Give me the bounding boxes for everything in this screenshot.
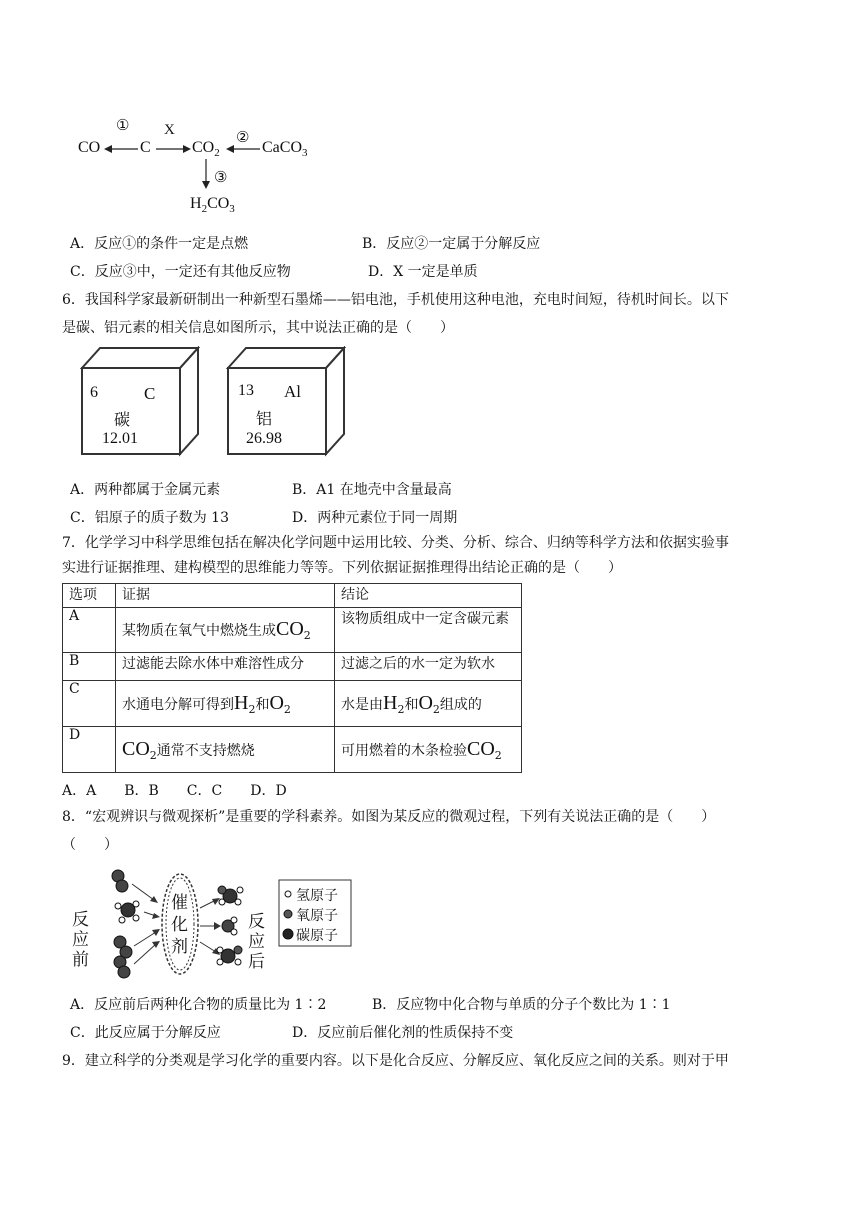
reactant-molecule — [114, 936, 132, 958]
product-molecule — [217, 946, 242, 965]
table-row — [63, 681, 522, 727]
carbon-atomic-number: 6 — [90, 384, 98, 401]
aluminum-cube-outline — [226, 346, 346, 458]
row-evidence: $CO_2$通常不支持燃烧 — [116, 727, 335, 773]
row-option: A — [63, 608, 116, 653]
carbon-cube-outline — [80, 346, 200, 458]
caco3-label: CaCO$_3$ — [262, 139, 308, 159]
q6-stem-line2: 是碳、铝元素的相关信息如图所示，其中说法正确的是（ ） — [62, 320, 454, 336]
carbon-name: 碳 — [114, 410, 131, 429]
q8-stem-line1: 8．“宏观辨识与微观探析”是重要的学科素养。如图为某反应的微观过程，下列有关说法正确的是（ ） — [62, 809, 716, 825]
q6-stem-line1: 6．我国科学家最新研制出一种新型石墨烯——铝电池，手机使用这种电池，充电时间短，待机时间长。以下 — [62, 292, 729, 308]
row-option: B — [63, 653, 116, 681]
x-label: X — [164, 122, 175, 138]
aluminum-element-card — [226, 346, 346, 458]
table-row — [63, 653, 522, 681]
row-conclusion: 可用燃着的木条检验$CO_2$ — [335, 727, 522, 773]
q8-stem-line2: （ ） — [62, 837, 118, 853]
aluminum-name: 铝 — [256, 409, 273, 428]
header-evidence: 证据 — [116, 584, 335, 608]
row-evidence: 水通电分解可得到$H_2$和$O_2$ — [116, 681, 335, 727]
q6-option-c: C．铝原子的质子数为 13 — [70, 510, 229, 526]
q8-option-c: C．此反应属于分解反应 — [70, 1025, 221, 1041]
table-header-row — [63, 584, 522, 608]
q8-option-a: A．反应前后两种化合物的质量比为 1∶2 — [70, 997, 327, 1013]
table-row — [63, 608, 522, 653]
product-molecule — [222, 917, 237, 935]
reactant-molecule — [114, 956, 130, 978]
q9-stem-line1: 9．建立科学的分类观是学习化学的重要内容。以下是化合反应、分解反应、氧化反应之间的关系。则对于甲 — [62, 1053, 729, 1069]
q5-option-b: B．反应②一定属于分解反应 — [362, 236, 541, 252]
after-label: 反应后 — [248, 912, 265, 972]
q6-option-d: D．两种元素位于同一周期 — [292, 510, 458, 526]
carbon-symbol: C — [144, 384, 156, 403]
product-molecule — [218, 886, 243, 905]
before-label: 反应前 — [72, 910, 89, 970]
table-row — [63, 727, 522, 773]
row-conclusion: 过滤之后的水一定为软水 — [335, 653, 522, 681]
legend-hydrogen: 氢原子 — [296, 888, 338, 904]
co-label: CO — [78, 139, 101, 156]
carbon-element-card — [80, 346, 200, 458]
q8-option-d: D．反应前后催化剂的性质保持不变 — [292, 1025, 514, 1041]
header-conclusion: 结论 — [335, 584, 522, 608]
q8-option-b: B．反应物中化合物与单质的分子个数比为 1∶1 — [372, 997, 671, 1013]
q7-stem-line1: 7．化学学习中科学思维包括在解决化学问题中运用比较、分类、分析、综合、归纳等科学方法和依据实验事 — [62, 535, 729, 551]
q5-option-d: D．X 一定是单质 — [368, 264, 478, 280]
evidence-table — [62, 583, 522, 773]
carbon-atomic-mass: 12.01 — [102, 430, 138, 447]
q7-stem-line2: 实进行证据推理、建构模型的思维能力等等。下列依据证据推理得出结论正确的是（ ） — [62, 560, 622, 576]
aluminum-symbol: Al — [284, 382, 301, 401]
legend-oxygen: 氧原子 — [296, 908, 338, 924]
q7-answers: A．A B．B C．C D．D — [62, 783, 287, 799]
micro-reaction-figure — [70, 864, 360, 980]
co2-label: $CO_2$ — [192, 139, 220, 159]
row-option: C — [63, 681, 116, 727]
reactant-molecule — [112, 870, 128, 892]
oxygen-legend-icon — [284, 910, 292, 918]
reaction-1-label: ① — [116, 116, 130, 134]
q5-option-c: C．反应③中，一定还有其他反应物 — [70, 264, 291, 280]
q5-option-a: A．反应①的条件一定是点燃 — [70, 236, 249, 252]
carbon-legend-icon — [283, 929, 293, 939]
h2co3-label: $H_2CO_3$ — [190, 195, 235, 215]
row-option: D — [63, 727, 116, 773]
hydrogen-legend-icon — [285, 891, 291, 897]
reaction-2-label: ② — [236, 128, 250, 146]
legend-carbon: 碳原子 — [296, 928, 338, 944]
row-evidence: 某物质在氧气中燃烧生成$CO_2$ — [116, 608, 335, 653]
reactant-molecule — [115, 901, 139, 923]
c-label: C — [140, 139, 151, 156]
row-conclusion: 该物质组成中一定含碳元素 — [335, 608, 522, 653]
reaction-scheme-figure — [78, 112, 328, 222]
catalyst-label: 催化剂 — [171, 893, 188, 957]
q6-option-b: B．A1 在地壳中含量最高 — [292, 482, 452, 498]
reaction-3-label: ③ — [214, 168, 228, 186]
aluminum-atomic-mass: 26.98 — [246, 430, 282, 447]
header-option: 选项 — [63, 584, 116, 608]
row-conclusion: 水是由$H_2$和$O_2$组成的 — [335, 681, 522, 727]
row-evidence: 过滤能去除水体中难溶性成分 — [116, 653, 335, 681]
aluminum-atomic-number: 13 — [238, 382, 254, 399]
q6-option-a: A．两种都属于金属元素 — [70, 482, 221, 498]
